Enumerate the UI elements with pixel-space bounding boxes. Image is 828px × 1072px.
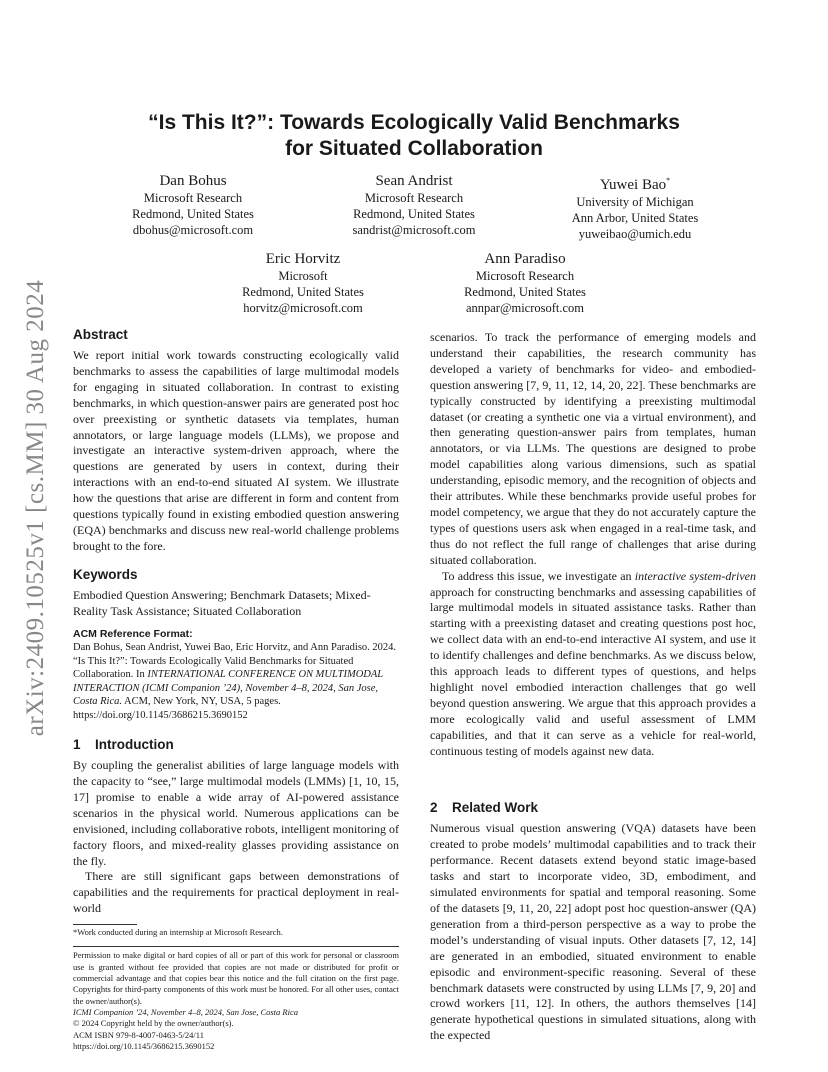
author-email: annpar@microsoft.com bbox=[465, 301, 585, 315]
right-para-2: To address this issue, we investigate an interactive system-driven approach for constructing benchmarks and assessing capabilities of large multimodal models in situated assistance tasks. Rather than starting with a preexisting dataset and creating questions post hoc, we collect data with an end-to-end interactive AI system, and use it to identify challenges and define benchmarks. As we discuss below, this approach leads to different types of questions, and helps highlight novel embodied interaction challenges that go well beyond question answering. We argue that this approach provides a more ecologically valid and useful assessment of LMM capabilities, and that it can serve as a vehicle for real-world, continuous testing of models against new data. bbox=[430, 568, 756, 758]
author-footnote-mark: * bbox=[666, 176, 671, 185]
author-email: horvitz@microsoft.com bbox=[243, 301, 363, 315]
author-name: Dan Bohus bbox=[159, 173, 227, 189]
author-block bbox=[329, 172, 499, 238]
title-line-2: for Situated Collaboration bbox=[285, 137, 543, 160]
author-email: sandrist@microsoft.com bbox=[352, 223, 476, 237]
author-location: Redmond, United States bbox=[242, 285, 364, 299]
abstract-text: We report initial work towards constructing ecologically valid benchmarks to assess the capabilities of large multimodal models for engaging in situated collaboration. In contrast to existing benchmarks, in which question-answer pairs are generated post hoc over preexisting or synthetic datasets via templates, human annotators, or large language models (LLMs), we propose and investigate an interactive system-driven approach, where the questions are generated by users in context, during their interactions with an end-to-end situated AI system. We illustrate how the questions that arise are different in form and content from questions typically found in existing embodied question answering (EQA) benchmarks and discuss new real-world challenge problems brought to the fore. bbox=[73, 348, 399, 553]
left-column bbox=[73, 326, 399, 1052]
footnote bbox=[73, 927, 399, 938]
author-name: Yuwei Bao* bbox=[599, 176, 671, 193]
author-affiliation: Microsoft Research bbox=[143, 191, 243, 205]
author-block bbox=[440, 250, 610, 316]
footnote-rule bbox=[73, 924, 137, 925]
author-affiliation: Microsoft bbox=[278, 269, 328, 283]
abstract-heading: Abstract bbox=[73, 327, 128, 342]
right-column bbox=[430, 330, 756, 1044]
arxiv-stamp bbox=[8, 258, 64, 758]
author-location: Redmond, United States bbox=[353, 207, 475, 221]
acm-reference-heading: ACM Reference Format: bbox=[73, 627, 193, 640]
acm-reference bbox=[73, 628, 399, 723]
permission-copyright: © 2024 Copyright held by the owner/author(s). bbox=[73, 1018, 234, 1029]
right-para-1: scenarios. To track the performance of emerging models and understand their capabilities, the research community has developed a variety of benchmarks for video- and embodied- question answering [7, 9, 11, 12, 14, 20, 22]. These benchmarks are typically constructed by identifying a preexisting multimodal dataset (or creating a synthetic one via a virtual environment), and then generating question-answer pairs from templates, human annotators, or via LLMs. The questions are designed to probe model capabilities along various dimensions, such as spatial understanding, episodic memory, and the recognition of objects and their attributes. While these benchmarks provide useful probes for model competency, we argue that they do not accurately capture the types of questions users ask when engaged in a real-time task, and thus do not reflect the full range of challenges that arise during situated collaboration. bbox=[430, 330, 756, 567]
emphasis-text: interactive system-driven bbox=[634, 568, 756, 583]
permission-rule bbox=[73, 946, 399, 947]
acm-reference-text: Dan Bohus, Sean Andrist, Yuwei Bao, Eric Horvitz, and Ann Paradiso. 2024. “Is This It?”: Towards Ecologically Valid Benchmarks for Situated Collaboration. In INTERNATIONAL CONFERENCE ON MULTIMODAL INTERACTION (ICMI Companion ’24), November 4–8, 2024, San Jose, Costa Rica. ACM, New York, NY, USA, 5 pages. https://doi.org/10.1145/3686215.3690152 bbox=[73, 642, 397, 721]
keywords-text: Embodied Question Answering; Benchmark Datasets; Mixed-Reality Task Assistance; Situated Collaboration bbox=[73, 587, 371, 618]
permission-block bbox=[73, 950, 399, 1052]
permission-isbn: ACM ISBN 979-8-4007-0463-5/24/11 bbox=[73, 1029, 204, 1040]
section-number: 2 bbox=[430, 800, 438, 816]
paper-title bbox=[110, 110, 718, 162]
section-title: Related Work bbox=[452, 800, 539, 816]
keywords-heading: Keywords bbox=[73, 566, 138, 582]
author-email: yuweibao@umich.edu bbox=[578, 227, 692, 241]
related-work-heading bbox=[430, 799, 756, 817]
author-location: Redmond, United States bbox=[464, 285, 586, 299]
author-name: Sean Andrist bbox=[375, 173, 453, 189]
author-location: Ann Arbor, United States bbox=[571, 211, 699, 225]
author-block bbox=[108, 172, 278, 238]
introduction-heading bbox=[73, 736, 399, 754]
permission-doi: https://doi.org/10.1145/3686215.3690152 bbox=[73, 1040, 215, 1051]
section-title: Introduction bbox=[95, 737, 174, 753]
author-affiliation: University of Michigan bbox=[576, 195, 694, 209]
author-name: Ann Paradiso bbox=[484, 251, 566, 267]
related-work-text: Numerous visual question answering (VQA) datasets have been created to probe models’ multimodal capabilities and to track their performance. Recent datasets extend beyond static image-based tasks and start to incorporate video, 3D, embodiment, and simulated environments for spatial and temporal reasoning. Some of the datasets [9, 11, 20, 22] adopt post hoc question-answer (QA) generation from a third-person perspective as a way to probe the model’s understanding of visual inputs. Other datasets [7, 12, 14] are generated in an embodied, situated environment to enable episodic and environment-specific reasoning. Several of these benchmark datasets were constructed by using LLMs [7, 9, 20] and crowd workers [11, 12]. In others, the authors themselves [14] generate hypothetical questions in simulated situations, along with the expected bbox=[430, 821, 756, 1043]
author-location: Redmond, United States bbox=[132, 207, 254, 221]
author-block bbox=[218, 250, 388, 316]
author-name: Eric Horvitz bbox=[265, 251, 341, 267]
author-affiliation: Microsoft Research bbox=[364, 191, 464, 205]
author-affiliation: Microsoft Research bbox=[475, 269, 575, 283]
title-line-1: “Is This It?”: Towards Ecologically Valid Benchmarks bbox=[148, 111, 680, 134]
introduction-para-2: There are still significant gaps between demonstrations of capabilities and the requirements for practical deployment in real-world bbox=[73, 869, 399, 916]
acm-reference-venue: INTERNATIONAL CONFERENCE ON MULTIMODAL INTERACTION (ICMI Companion ’24), November 4–8, 2024, San Jose, Costa Rica. bbox=[73, 669, 383, 708]
permission-venue: ICMI Companion ’24, November 4–8, 2024, San Jose, Costa Rica bbox=[73, 1006, 298, 1017]
arxiv-id: arXiv:2409.10525v1 [cs.MM] 30 Aug 2024 bbox=[22, 279, 49, 737]
footnote-text: *Work conducted during an internship at Microsoft Research. bbox=[73, 927, 283, 938]
permission-text: Permission to make digital or hard copies of all or part of this work for personal or classroom use is granted without fee provided that copies are not made or distributed for profit or commercial advantage and that copies bear this notice and the full citation on the first page. Copyrights for third-party components of this work must be honored. For all other uses, contact the owner/author(s). bbox=[73, 950, 399, 1006]
author-email: dbohus@microsoft.com bbox=[132, 223, 254, 237]
author-block bbox=[550, 172, 720, 242]
section-number: 1 bbox=[73, 737, 81, 753]
introduction-para-1: By coupling the generalist abilities of large language models with the capacity to “see,” large multimodal models (LMMs) [1, 10, 15, 17] promise to enable a wide array of AI-powered assistance scenarios in the physical world. Numerous applications can be envisioned, including collaborative robots, intelligent monitoring of factory floors, and mixed-reality glasses providing assistance on the fly. bbox=[73, 758, 399, 868]
